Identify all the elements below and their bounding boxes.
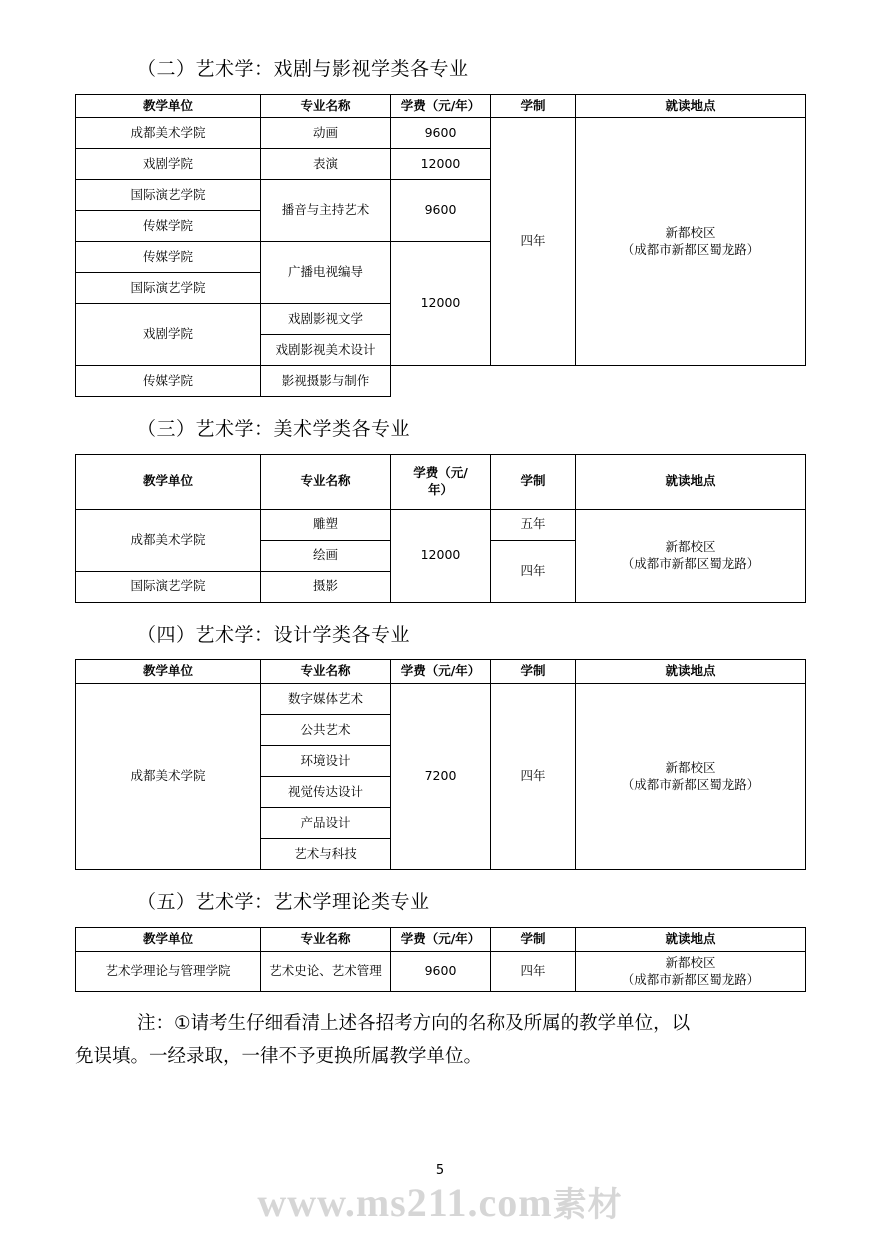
table-header-row [76, 454, 806, 509]
cell-major: 艺术史论、艺术管理 [261, 951, 391, 992]
cell-unit: 传媒学院 [76, 366, 261, 397]
cell-major: 绘画 [261, 540, 391, 571]
column-header-duration: 学制 [491, 927, 576, 951]
cell-major: 摄影 [261, 571, 391, 602]
cell-campus [576, 951, 806, 992]
table-wrap-theory [75, 927, 805, 993]
page-number: 5 [435, 1163, 445, 1178]
column-header-major: 专业名称 [261, 660, 391, 684]
campus-line-2: （成都市新都区蜀龙路） [621, 555, 760, 571]
campus-line-2: （成都市新都区蜀龙路） [621, 971, 760, 987]
cell-duration: 四年 [491, 540, 576, 602]
column-header-campus: 就读地点 [576, 927, 806, 951]
table-wrap-drama [75, 94, 805, 398]
cell-major: 视觉传达设计 [261, 777, 391, 808]
cell-campus [576, 118, 806, 366]
table-drama-film [75, 94, 806, 398]
column-header-tuition: 学费（元/年） [391, 927, 491, 951]
cell-duration: 四年 [491, 951, 576, 992]
cell-tuition: 9600 [391, 180, 491, 242]
cell-tuition: 12000 [391, 509, 491, 602]
cell-tuition: 12000 [391, 149, 491, 180]
cell-major: 动画 [261, 118, 391, 149]
tuition-header-line-2: 年） [427, 481, 453, 497]
cell-unit: 传媒学院 [76, 242, 261, 273]
column-header-unit: 教学单位 [76, 94, 261, 118]
campus-line-2: （成都市新都区蜀龙路） [621, 776, 760, 792]
column-header-tuition: 学费（元/年） [391, 94, 491, 118]
column-header-tuition [391, 454, 491, 509]
cell-unit: 国际演艺学院 [76, 180, 261, 211]
table-design [75, 659, 806, 870]
cell-unit: 国际演艺学院 [76, 273, 261, 304]
column-header-unit: 教学单位 [76, 927, 261, 951]
column-header-duration: 学制 [491, 454, 576, 509]
cell-major: 影视摄影与制作 [261, 366, 391, 397]
campus-line-2: （成都市新都区蜀龙路） [621, 241, 760, 257]
note-line-2: 免误填。一经录取，一律不予更换所属教学单位。 [75, 1045, 483, 1067]
table-wrap-fine-arts [75, 454, 805, 603]
column-header-major: 专业名称 [261, 454, 391, 509]
cell-major: 广播电视编导 [261, 242, 391, 304]
section-heading-2: （二）艺术学：戏剧与影视学类各专业 [137, 58, 469, 80]
table-header-row [76, 94, 806, 118]
cell-unit: 国际演艺学院 [76, 571, 261, 602]
cell-major: 表演 [261, 149, 391, 180]
cell-tuition: 12000 [391, 242, 491, 366]
column-header-tuition: 学费（元/年） [391, 660, 491, 684]
note-block [75, 1008, 805, 1073]
cell-duration: 五年 [491, 509, 576, 540]
table-header-row [76, 660, 806, 684]
cell-major: 戏剧影视美术设计 [261, 335, 391, 366]
cell-major: 雕塑 [261, 509, 391, 540]
section-heading-3: （三）艺术学：美术学类各专业 [137, 418, 411, 441]
column-header-major: 专业名称 [261, 94, 391, 118]
cell-unit: 艺术学理论与管理学院 [76, 951, 261, 992]
watermark-latin: www.ms211.com [257, 1180, 553, 1225]
tuition-header-line-1: 学费（元/ [413, 465, 468, 480]
column-header-duration: 学制 [491, 660, 576, 684]
cell-major: 戏剧影视文学 [261, 304, 391, 335]
cell-major: 环境设计 [261, 746, 391, 777]
cell-unit: 成都美术学院 [76, 118, 261, 149]
watermark-cn: 素材 [552, 1185, 623, 1225]
table-art-theory [75, 927, 806, 993]
cell-tuition: 9600 [391, 951, 491, 992]
cell-unit: 成都美术学院 [76, 509, 261, 571]
table-row [76, 509, 806, 540]
cell-campus [576, 509, 806, 602]
campus-line-1: 新都校区 [665, 539, 716, 554]
note-line-1: 注：①请考生仔细看清上述各招考方向的名称及所属的教学单位，以 [137, 1013, 691, 1035]
cell-major: 产品设计 [261, 808, 391, 839]
cell-duration: 四年 [491, 118, 576, 366]
column-header-unit: 教学单位 [76, 454, 261, 509]
cell-unit: 传媒学院 [76, 211, 261, 242]
watermark [0, 1177, 880, 1226]
section-heading-4: （四）艺术学：设计学类各专业 [137, 623, 411, 646]
table-wrap-design [75, 659, 805, 870]
table-row [76, 366, 806, 397]
cell-duration: 四年 [491, 684, 576, 870]
cell-major: 播音与主持艺术 [261, 180, 391, 242]
campus-line-1: 新都校区 [665, 759, 716, 775]
table-row [76, 951, 806, 992]
cell-tuition: 7200 [391, 684, 491, 870]
cell-major: 数字媒体艺术 [261, 684, 391, 715]
cell-tuition: 9600 [391, 118, 491, 149]
column-header-campus: 就读地点 [576, 454, 806, 509]
table-row [76, 118, 806, 149]
campus-line-1: 新都校区 [665, 225, 716, 240]
table-header-row [76, 927, 806, 951]
table-fine-arts [75, 454, 806, 603]
column-header-major: 专业名称 [261, 927, 391, 951]
column-header-campus: 就读地点 [576, 660, 806, 684]
cell-major: 艺术与科技 [261, 839, 391, 870]
table-row [76, 684, 806, 715]
column-header-duration: 学制 [491, 94, 576, 118]
section-heading-5: （五）艺术学：艺术学理论类专业 [137, 891, 430, 914]
column-header-unit: 教学单位 [76, 660, 261, 684]
cell-unit: 戏剧学院 [76, 149, 261, 180]
cell-campus [576, 684, 806, 870]
campus-line-1: 新都校区 [665, 954, 716, 970]
cell-major: 公共艺术 [261, 715, 391, 746]
cell-unit: 成都美术学院 [76, 684, 261, 870]
cell-unit: 戏剧学院 [76, 304, 261, 366]
column-header-campus: 就读地点 [576, 94, 806, 118]
